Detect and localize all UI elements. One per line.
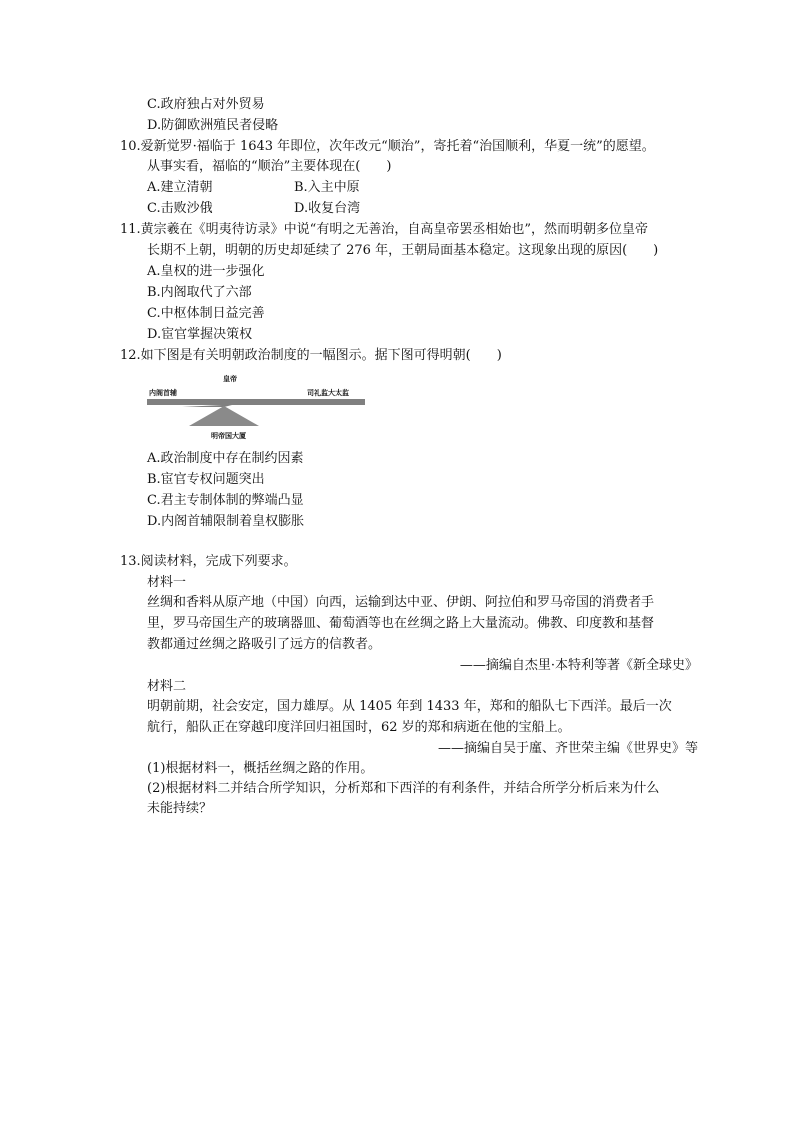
q10-stem-line1: 10.爱新觉罗·福临于 1643 年即位，次年改元“顺治”，寄托着“治国顺利，华夏一统”的愿望。 <box>120 139 655 154</box>
balance-diagram <box>147 372 367 442</box>
q11-option-b: B.内阁取代了六部 <box>147 285 252 300</box>
q9-option-c: C.政府独占对外贸易 <box>147 97 265 112</box>
q13-requirement-1: (1)根据材料一，概括丝绸之路的作用。 <box>147 761 374 776</box>
diagram-top-label: 皇帝 <box>223 374 237 383</box>
material2-source: ——摘编自吴于廑、齐世荣主编《世界史》等 <box>437 741 698 756</box>
q12-stem: 12.如下图是有关明朝政治制度的一幅图示。据下图可得明朝( ) <box>120 348 502 363</box>
material2-line2: 航行，船队正在穿越印度洋回归祖国时，62 岁的郑和病逝在他的宝船上。 <box>147 720 571 735</box>
q11-stem-line1: 11.黄宗羲在《明夷待访录》中说“有明之无善治，自高皇帝罢丞相始也”，然而明朝多位皇帝 <box>120 222 648 237</box>
material1-source: ——摘编自杰里·本特利等著《新全球史》 <box>459 658 698 673</box>
q12-option-c: C.君主专制体制的弊端凸显 <box>147 493 304 508</box>
q12-option-a: A.政治制度中存在制约因素 <box>147 451 304 466</box>
q11-option-d: D.宦官掌握决策权 <box>147 327 253 342</box>
q10-option-b: B.入主中原 <box>294 180 360 195</box>
material1-title: 材料一 <box>147 575 187 590</box>
q13-requirement-2-line1: (2)根据材料二并结合所学知识，分析郑和下西洋的有利条件，并结合所学分析后来为什么 <box>147 781 660 796</box>
q10-option-d: D.收复台湾 <box>294 201 361 216</box>
diagram-bottom-label: 明帝国大厦 <box>211 431 246 440</box>
material1-line1: 丝绸和香料从原产地（中国）向西，运输到达中亚、伊朗、阿拉伯和罗马帝国的消费者手 <box>147 595 655 610</box>
q10-option-a: A.建立清朝 <box>147 180 213 195</box>
balance-drawing <box>147 372 367 442</box>
fulcrum-triangle <box>189 406 259 426</box>
q10-options-row2 <box>147 200 567 218</box>
diagram-left-label: 内阁首辅 <box>149 388 177 397</box>
q11-option-a: A.皇权的进一步强化 <box>147 264 265 279</box>
q13-stem: 13.阅读材料，完成下列要求。 <box>120 554 297 569</box>
q11-option-c: C.中枢体制日益完善 <box>147 306 265 321</box>
material1-line3: 教都通过丝绸之路吸引了远方的信教者。 <box>147 637 382 652</box>
material1-line2: 里，罗马帝国生产的玻璃器皿、葡萄酒等也在丝绸之路上大量流动。佛教、印度教和基督 <box>147 616 655 631</box>
q10-stem-line2: 从事实看，福临的“顺治”主要体现在( ) <box>147 159 392 174</box>
q9-option-d: D.防御欧洲殖民者侵略 <box>147 118 279 133</box>
balance-beam <box>147 399 365 405</box>
material2-line1: 明朝前期，社会安定，国力雄厚。从 1405 年到 1433 年，郑和的船队七下西洋。最后一次 <box>147 699 672 714</box>
beam-shadow <box>182 405 257 407</box>
diagram-right-label: 司礼监大太监 <box>307 388 349 397</box>
q12-option-b: B.宦官专权问题突出 <box>147 472 265 487</box>
material2-title: 材料二 <box>147 679 187 694</box>
q10-options-row1 <box>147 179 567 197</box>
q10-option-c: C.击败沙俄 <box>147 201 213 216</box>
q11-stem-line2: 长期不上朝，明朝的历史却延续了 276 年，王朝局面基本稳定。这现象出现的原因( ) <box>147 243 659 258</box>
q13-requirement-2-line2: 未能持续？ <box>147 801 213 816</box>
q12-option-d: D.内阁首辅限制着皇权膨胀 <box>147 514 305 529</box>
